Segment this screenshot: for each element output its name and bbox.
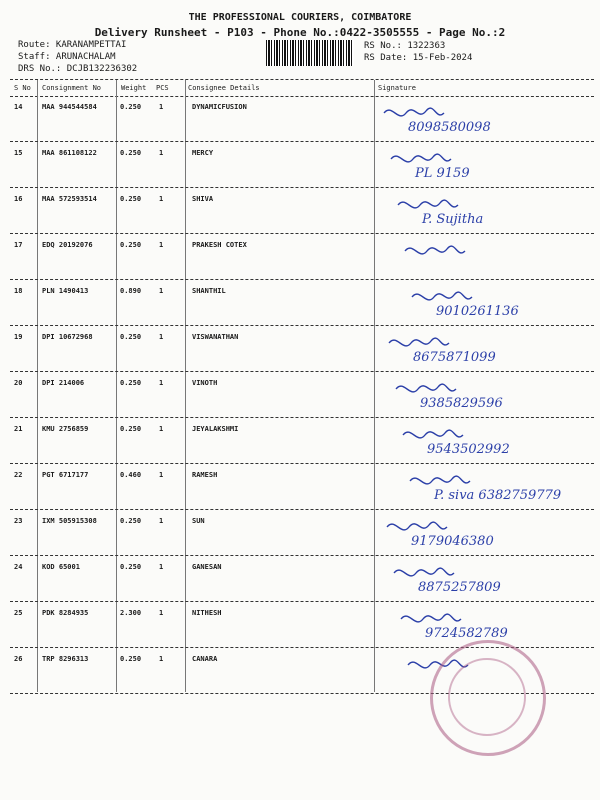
signature-stroke [405,246,465,254]
cell-pcs: 1 [159,609,164,617]
cell-consignment: MAA 944544584 [42,103,97,111]
drs-field: DRS No.: DCJB132236302 [18,64,138,74]
cell-pcs: 1 [159,149,164,157]
cell-sno: 23 [14,517,23,525]
cell-consignee: JEYALAKSHMI [192,425,239,433]
cell-consignee: SHANTHIL [192,287,226,295]
row-separator [10,417,594,418]
cell-sno: 20 [14,379,23,387]
handwritten-signature [374,191,594,235]
signature-stroke [389,338,449,346]
signature-cell [374,145,594,187]
handwritten-signature [374,329,594,373]
cell-weight: 0.250 [120,241,142,249]
cell-sno: 16 [14,195,23,203]
cell-pcs: 1 [159,379,164,387]
cell-weight: 0.250 [120,379,142,387]
cell-sno: 18 [14,287,23,295]
handwritten-signature [374,421,594,465]
signature-phone-text: 8098580098 [408,120,491,135]
signature-phone-text: PL 9159 [415,166,470,181]
handwritten-signature [374,237,594,281]
cell-weight: 0.250 [120,563,142,571]
cell-weight: 0.250 [120,103,142,111]
signature-cell [374,421,594,463]
cell-pcs: 1 [159,471,164,479]
cell-consignee: VINOTH [192,379,218,387]
cell-consignee: CANARA [192,655,218,663]
cell-consignee: SHIVA [192,195,214,203]
cell-consignment: PDK 8284935 [42,609,89,617]
signature-stroke [403,430,463,438]
cell-pcs: 1 [159,563,164,571]
row-separator [10,325,594,326]
cell-sno: 17 [14,241,23,249]
signature-cell [374,237,594,279]
signature-phone-text: P. Sujitha [422,212,484,227]
header-rule-bottom [10,96,594,97]
cell-pcs: 1 [159,333,164,341]
cell-consignee: VISWANATHAN [192,333,239,341]
cell-pcs: 1 [159,287,164,295]
cell-consignment: PGT 6717177 [42,471,89,479]
signature-cell [374,283,594,325]
signature-phone-text: P. siva 6382759779 [434,488,562,503]
signature-stroke [401,614,461,622]
row-separator [10,509,594,510]
cell-sno: 22 [14,471,23,479]
signature-stroke [398,200,458,208]
cell-sno: 15 [14,149,23,157]
cell-consignment: TRP 8296313 [42,655,89,663]
cell-sno: 24 [14,563,23,571]
row-separator [10,141,594,142]
cell-sno: 26 [14,655,23,663]
cell-consignment: IXM 505915308 [42,517,97,525]
signature-stroke [410,476,470,484]
cell-pcs: 1 [159,517,164,525]
cell-sno: 21 [14,425,23,433]
cell-consignment: MAA 861108122 [42,149,97,157]
company-title: THE PROFESSIONAL COURIERS, COIMBATORE [188,12,412,23]
signature-stroke [412,292,472,300]
signature-cell [374,99,594,141]
signature-phone-text: 9724582789 [425,626,508,641]
row-separator [10,601,594,602]
signature-stroke [394,568,454,576]
row-separator [10,555,594,556]
route-field: Route: KARANAMPETTAI [18,40,127,50]
signature-stroke [387,522,447,530]
handwritten-signature [374,513,594,557]
cell-sno: 25 [14,609,23,617]
signature-phone-text: 9179046380 [411,534,494,549]
cell-consignee: GANESAN [192,563,222,571]
handwritten-signature [374,145,594,189]
cell-consignment: DPI 214006 [42,379,85,387]
cell-consignee: PRAKESH COTEX [192,241,247,249]
signature-phone-text: 9385829596 [420,396,503,411]
cell-weight: 2.300 [120,609,142,617]
handwritten-signature [374,99,594,143]
col-header-sno: S No [14,84,31,92]
row-separator [10,371,594,372]
signature-cell [374,329,594,371]
cell-sno: 14 [14,103,23,111]
handwritten-signature [374,467,594,511]
cell-consignment: EDQ 20192076 [42,241,93,249]
row-separator [10,279,594,280]
cell-weight: 0.460 [120,471,142,479]
signature-cell [374,559,594,601]
rs-number-field: RS No.: 1322363 [364,41,446,51]
header-rule-top [10,79,594,80]
row-separator [10,233,594,234]
cell-consignment: DPI 10672968 [42,333,93,341]
col-header-pcs: PCS [156,84,169,92]
signature-cell [374,375,594,417]
row-separator [10,463,594,464]
col-header-weight: Weight [121,84,147,92]
cell-consignee: SUN [192,517,205,525]
signature-cell [374,513,594,555]
signature-cell [374,191,594,233]
cell-sno: 19 [14,333,23,341]
staff-field: Staff: ARUNACHALAM [18,52,116,62]
cell-weight: 0.250 [120,517,142,525]
cell-consignee: NITHESH [192,609,222,617]
cell-consignee: DYNAMICFUSION [192,103,247,111]
signature-phone-text: 8875257809 [418,580,501,595]
cell-consignee: RAMESH [192,471,218,479]
signature-stroke [391,154,451,162]
cell-weight: 0.250 [120,425,142,433]
cell-consignee: MERCY [192,149,214,157]
cell-weight: 0.250 [120,333,142,341]
signature-phone-text: 9010261136 [436,304,519,319]
runsheet-subtitle: Delivery Runsheet - P103 - Phone No.:0422-3505555 - Page No.:2 [94,26,506,39]
cell-pcs: 1 [159,425,164,433]
cell-consignment: MAA 572593514 [42,195,97,203]
col-header-consignee: Consignee Details [188,84,260,92]
cell-pcs: 1 [159,241,164,249]
cell-consignment: PLN 1490413 [42,287,89,295]
cell-pcs: 1 [159,195,164,203]
signature-phone-text: 9543502992 [427,442,510,457]
signature-phone-text: 8675871099 [413,350,496,365]
signature-cell [374,467,594,509]
cell-weight: 0.250 [120,149,142,157]
signature-stroke [396,384,456,392]
cell-weight: 0.250 [120,195,142,203]
signature-stroke [384,108,444,116]
handwritten-signature [374,283,594,327]
cell-pcs: 1 [159,103,164,111]
col-header-consignment: Consignment No [42,84,102,92]
cell-consignment: KOD 65001 [42,563,80,571]
handwritten-signature [374,375,594,419]
cell-weight: 0.890 [120,287,142,295]
rs-date-field: RS Date: 15-Feb-2024 [364,53,473,63]
cell-pcs: 1 [159,655,164,663]
cell-weight: 0.250 [120,655,142,663]
handwritten-signature [374,559,594,603]
cell-consignment: KMU 2756859 [42,425,89,433]
barcode [266,40,354,66]
bank-stamp-inner [448,658,526,736]
col-header-signature: Signature [378,84,416,92]
row-separator [10,187,594,188]
